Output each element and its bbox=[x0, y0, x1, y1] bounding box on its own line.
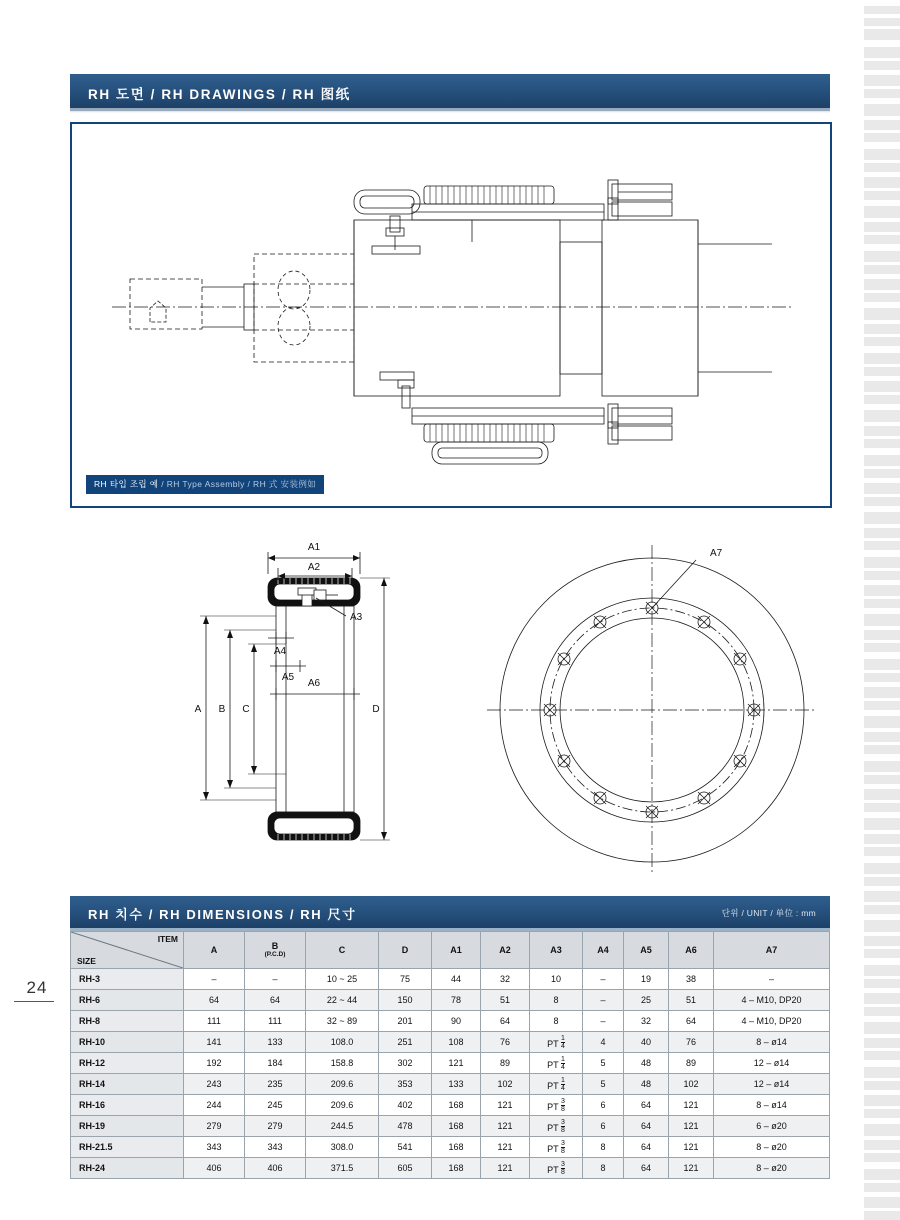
table-cell-size: RH-14 bbox=[71, 1074, 184, 1095]
table-cell-a: 279 bbox=[184, 1116, 245, 1137]
table-cell-a7: 4 – M10, DP20 bbox=[714, 990, 830, 1011]
table-cell-a4: 5 bbox=[583, 1074, 624, 1095]
table-cell-a7: 12 – ø14 bbox=[714, 1053, 830, 1074]
table-cell-a3: PT $\frac{3}{8}$ bbox=[530, 1158, 583, 1179]
table-cell-a1: 78 bbox=[432, 990, 481, 1011]
table-row bbox=[71, 969, 830, 990]
table-cell-a2: 64 bbox=[481, 1011, 530, 1032]
table-corner-item-label: ITEM bbox=[157, 934, 178, 944]
table-cell-c: 244.5 bbox=[306, 1116, 379, 1137]
col-header-a4: A4 bbox=[583, 932, 624, 969]
table-cell-size: RH-12 bbox=[71, 1053, 184, 1074]
table-cell-d: 75 bbox=[379, 969, 432, 990]
table-cell-a1: 133 bbox=[432, 1074, 481, 1095]
table-cell-d: 402 bbox=[379, 1095, 432, 1116]
drawing-caption bbox=[86, 475, 324, 494]
table-cell-a2: 102 bbox=[481, 1074, 530, 1095]
table-cell-a1: 108 bbox=[432, 1032, 481, 1053]
table-cell-a: 343 bbox=[184, 1137, 245, 1158]
drawing-caption-en: / RH Type Assembly bbox=[161, 479, 245, 489]
dimension-drawings bbox=[70, 520, 830, 880]
table-title: RH 치수 / RH DIMENSIONS / RH 尺寸 bbox=[88, 907, 357, 922]
table-cell-b: 245 bbox=[245, 1095, 306, 1116]
table-cell-a2: 121 bbox=[481, 1137, 530, 1158]
table-cell-a4: 8 bbox=[583, 1137, 624, 1158]
table-cell-a5: 64 bbox=[624, 1116, 669, 1137]
table-header-bar bbox=[70, 896, 830, 931]
drawing-caption-cn: / RH 式 安装例如 bbox=[247, 479, 317, 489]
table-cell-a: 64 bbox=[184, 990, 245, 1011]
col-header-a5: A5 bbox=[624, 932, 669, 969]
table-cell-a: 406 bbox=[184, 1158, 245, 1179]
table-cell-c: 108.0 bbox=[306, 1032, 379, 1053]
table-cell-a6: 121 bbox=[669, 1116, 714, 1137]
table-cell-size: RH-10 bbox=[71, 1032, 184, 1053]
table-cell-a3: PT $\frac{3}{8}$ bbox=[530, 1137, 583, 1158]
table-cell-a3: PT $\frac{3}{8}$ bbox=[530, 1095, 583, 1116]
table-body bbox=[71, 969, 830, 1179]
table-cell-c: 158.8 bbox=[306, 1053, 379, 1074]
svg-text:B: B bbox=[218, 704, 226, 715]
table-cell-a6: 51 bbox=[669, 990, 714, 1011]
svg-text:A1: A1 bbox=[307, 542, 321, 553]
table-cell-a2: 121 bbox=[481, 1158, 530, 1179]
table-cell-a2: 51 bbox=[481, 990, 530, 1011]
table-row bbox=[71, 1011, 830, 1032]
table-cell-a4: 5 bbox=[583, 1053, 624, 1074]
table-cell-a1: 168 bbox=[432, 1095, 481, 1116]
table-row bbox=[71, 1158, 830, 1179]
table-cell-a4: 8 bbox=[583, 1158, 624, 1179]
svg-text:A7: A7 bbox=[710, 548, 723, 559]
table-cell-a3: 8 bbox=[530, 990, 583, 1011]
table-cell-a1: 168 bbox=[432, 1137, 481, 1158]
svg-text:D: D bbox=[372, 704, 380, 715]
table-cell-a7: 4 – M10, DP20 bbox=[714, 1011, 830, 1032]
table-cell-b: 406 bbox=[245, 1158, 306, 1179]
table-cell-c: 209.6 bbox=[306, 1095, 379, 1116]
table-cell-a1: 121 bbox=[432, 1053, 481, 1074]
table-corner-size-label: SIZE bbox=[77, 956, 96, 966]
svg-text:A4: A4 bbox=[273, 646, 287, 657]
table-cell-size: RH-19 bbox=[71, 1116, 184, 1137]
table-cell-a6: 64 bbox=[669, 1011, 714, 1032]
table-cell-c: 308.0 bbox=[306, 1137, 379, 1158]
table-cell-a5: 32 bbox=[624, 1011, 669, 1032]
page-number bbox=[14, 978, 60, 1002]
table-cell-a: – bbox=[184, 969, 245, 990]
col-header-d: D bbox=[379, 932, 432, 969]
table-cell-a6: 102 bbox=[669, 1074, 714, 1095]
table-cell-size: RH-16 bbox=[71, 1095, 184, 1116]
table-cell-a4: – bbox=[583, 990, 624, 1011]
table-cell-a3: PT $\frac{1}{4}$ bbox=[530, 1053, 583, 1074]
page-number-rule bbox=[14, 1001, 54, 1002]
table-cell-a7: 8 – ø20 bbox=[714, 1137, 830, 1158]
col-header-a2: A2 bbox=[481, 932, 530, 969]
svg-text:A5: A5 bbox=[281, 672, 295, 683]
col-header-a1: A1 bbox=[432, 932, 481, 969]
table-row bbox=[71, 1074, 830, 1095]
table-cell-a5: 25 bbox=[624, 990, 669, 1011]
table-cell-a2: 32 bbox=[481, 969, 530, 990]
table-cell-c: 209.6 bbox=[306, 1074, 379, 1095]
table-cell-a4: – bbox=[583, 1011, 624, 1032]
table-cell-a1: 44 bbox=[432, 969, 481, 990]
table-cell-b: – bbox=[245, 969, 306, 990]
rh-dimension-views bbox=[70, 520, 830, 880]
table-cell-a1: 90 bbox=[432, 1011, 481, 1032]
table-cell-size: RH-6 bbox=[71, 990, 184, 1011]
table-cell-a4: 4 bbox=[583, 1032, 624, 1053]
table-cell-a7: 8 – ø14 bbox=[714, 1095, 830, 1116]
svg-text:C: C bbox=[242, 704, 250, 715]
table-cell-b: 133 bbox=[245, 1032, 306, 1053]
table-cell-d: 201 bbox=[379, 1011, 432, 1032]
table-cell-b: 184 bbox=[245, 1053, 306, 1074]
table-cell-a2: 121 bbox=[481, 1095, 530, 1116]
table-cell-size: RH-24 bbox=[71, 1158, 184, 1179]
table-cell-d: 541 bbox=[379, 1137, 432, 1158]
table-cell-a2: 89 bbox=[481, 1053, 530, 1074]
table-cell-a5: 64 bbox=[624, 1158, 669, 1179]
table-cell-b: 343 bbox=[245, 1137, 306, 1158]
table-cell-a5: 64 bbox=[624, 1137, 669, 1158]
table-row bbox=[71, 1053, 830, 1074]
table-cell-b: 235 bbox=[245, 1074, 306, 1095]
table-cell-a3: 10 bbox=[530, 969, 583, 990]
table-cell-c: 32 ~ 89 bbox=[306, 1011, 379, 1032]
table-cell-c: 371.5 bbox=[306, 1158, 379, 1179]
rh-dimensions-table bbox=[70, 931, 830, 1179]
table-cell-a: 192 bbox=[184, 1053, 245, 1074]
table-row bbox=[71, 1095, 830, 1116]
table-cell-size: RH-3 bbox=[71, 969, 184, 990]
table-row bbox=[71, 1032, 830, 1053]
table-cell-a4: 6 bbox=[583, 1116, 624, 1137]
table-cell-a: 243 bbox=[184, 1074, 245, 1095]
svg-text:A6: A6 bbox=[307, 678, 321, 689]
page-edge-decoration bbox=[864, 0, 900, 1220]
table-row bbox=[71, 1116, 830, 1137]
table-row bbox=[71, 1137, 830, 1158]
table-cell-a3: 8 bbox=[530, 1011, 583, 1032]
table-cell-a3: PT $\frac{1}{4}$ bbox=[530, 1074, 583, 1095]
svg-text:A: A bbox=[194, 704, 202, 715]
table-cell-a3: PT $\frac{1}{4}$ bbox=[530, 1032, 583, 1053]
table-cell-c: 22 ~ 44 bbox=[306, 990, 379, 1011]
table-cell-a6: 38 bbox=[669, 969, 714, 990]
table-header-row bbox=[71, 932, 830, 969]
col-header-a7: A7 bbox=[714, 932, 830, 969]
table-cell-size: RH-8 bbox=[71, 1011, 184, 1032]
table-cell-a5: 40 bbox=[624, 1032, 669, 1053]
table-cell-a5: 48 bbox=[624, 1074, 669, 1095]
table-row bbox=[71, 990, 830, 1011]
table-cell-d: 251 bbox=[379, 1032, 432, 1053]
table-cell-c: 10 ~ 25 bbox=[306, 969, 379, 990]
table-cell-a: 111 bbox=[184, 1011, 245, 1032]
table-cell-a1: 168 bbox=[432, 1158, 481, 1179]
table-cell-b: 64 bbox=[245, 990, 306, 1011]
table-cell-a5: 64 bbox=[624, 1095, 669, 1116]
table-cell-a: 244 bbox=[184, 1095, 245, 1116]
table-cell-a5: 48 bbox=[624, 1053, 669, 1074]
section-header-shadow bbox=[70, 108, 830, 113]
drawing-caption-ko: RH 타입 조립 예 bbox=[94, 479, 159, 489]
svg-text:A3: A3 bbox=[350, 612, 363, 623]
col-header-a6: A6 bbox=[669, 932, 714, 969]
table-cell-d: 302 bbox=[379, 1053, 432, 1074]
table-cell-a5: 19 bbox=[624, 969, 669, 990]
page-title: RH 도면 / RH DRAWINGS / RH 图纸 bbox=[88, 87, 351, 102]
table-cell-a4: – bbox=[583, 969, 624, 990]
table-cell-a6: 121 bbox=[669, 1095, 714, 1116]
table-cell-a2: 76 bbox=[481, 1032, 530, 1053]
table-cell-a7: 8 – ø20 bbox=[714, 1158, 830, 1179]
table-cell-a2: 121 bbox=[481, 1116, 530, 1137]
table-cell-size: RH-21.5 bbox=[71, 1137, 184, 1158]
table-cell-a7: 8 – ø14 bbox=[714, 1032, 830, 1053]
table-cell-d: 478 bbox=[379, 1116, 432, 1137]
rh-assembly-drawing bbox=[72, 124, 826, 502]
col-header-b bbox=[245, 932, 306, 969]
table-cell-a: 141 bbox=[184, 1032, 245, 1053]
table-cell-a6: 121 bbox=[669, 1137, 714, 1158]
table-cell-a1: 168 bbox=[432, 1116, 481, 1137]
table-corner-cell bbox=[71, 932, 184, 969]
table-cell-b: 111 bbox=[245, 1011, 306, 1032]
table-cell-d: 150 bbox=[379, 990, 432, 1011]
table-cell-a4: 6 bbox=[583, 1095, 624, 1116]
table-cell-d: 353 bbox=[379, 1074, 432, 1095]
table-cell-a7: 6 – ø20 bbox=[714, 1116, 830, 1137]
table-cell-a6: 121 bbox=[669, 1158, 714, 1179]
col-header-c: C bbox=[306, 932, 379, 969]
table-cell-a7: 12 – ø14 bbox=[714, 1074, 830, 1095]
table-cell-a7: – bbox=[714, 969, 830, 990]
assembly-drawing-frame bbox=[70, 122, 832, 508]
table-cell-d: 605 bbox=[379, 1158, 432, 1179]
table-cell-a6: 76 bbox=[669, 1032, 714, 1053]
svg-text:A2: A2 bbox=[307, 562, 321, 573]
table-cell-b: 279 bbox=[245, 1116, 306, 1137]
page-number-value: 24 bbox=[26, 978, 48, 997]
col-header-a3: A3 bbox=[530, 932, 583, 969]
col-header-b-note: (P.C.D) bbox=[264, 951, 286, 958]
col-header-a: A bbox=[184, 932, 245, 969]
col-header-b-label: B bbox=[271, 941, 279, 951]
table-cell-a6: 89 bbox=[669, 1053, 714, 1074]
section-header bbox=[70, 74, 830, 111]
table-cell-a3: PT $\frac{3}{8}$ bbox=[530, 1116, 583, 1137]
table-unit-note: 단위 / UNIT / 单位 : mm bbox=[721, 908, 816, 918]
